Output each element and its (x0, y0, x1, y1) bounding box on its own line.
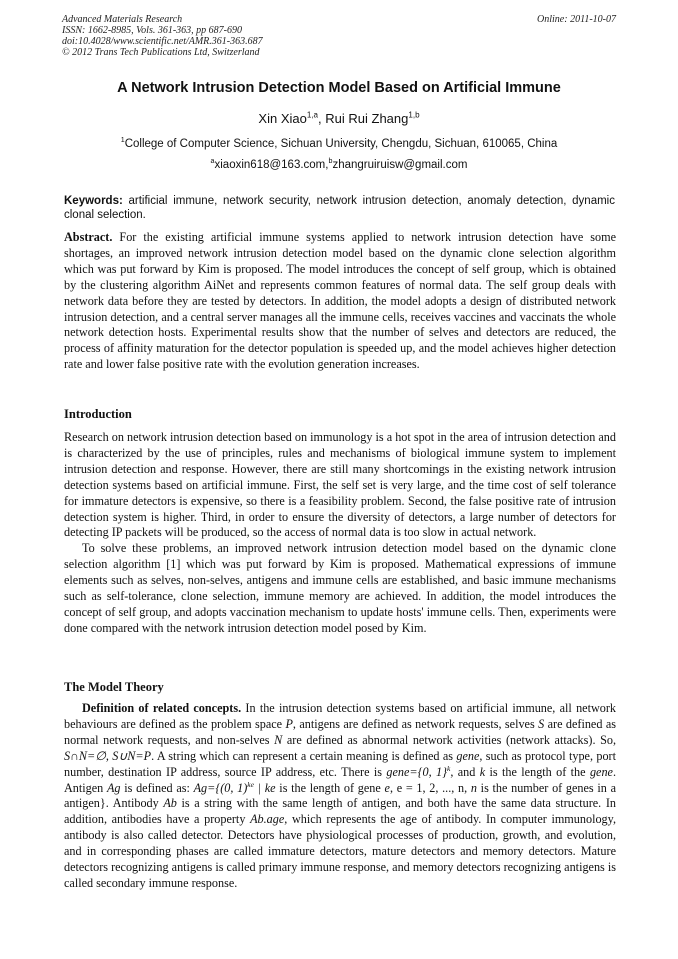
math-expression: gene={0, 1} (386, 764, 447, 779)
email-address[interactable]: zhangruiruisw@gmail.com (332, 159, 468, 171)
text-run: . Antigen (64, 764, 616, 795)
abstract (64, 230, 616, 373)
paper-title: A Network Intrusion Detection Model Based on Artificial Immune (117, 80, 561, 96)
abstract-label: Abstract. (64, 230, 113, 244)
definition-paragraph (64, 701, 616, 892)
model-theory-heading: The Model Theory (64, 680, 164, 694)
math-superscript: k (446, 763, 451, 773)
introduction-heading: Introduction (64, 407, 132, 421)
model-theory-body (64, 701, 616, 892)
introduction-paragraph: Research on network intrusion detection based on immunology is a hot spot in the area of intrusion detection and is characterized by the use of principles, rules and mechanisms of biological immune system to implement intrusion detection and response. However, there are still many shortcomings in the existing network intrusion detection systems based on artificial immune. First, the self set is very large, and the time cost of self tolerance for immature detectors is expensive, so there is a feasibility problem. Second, the false positive rate of intrusion detection system is higher. Third, in order to ensure the diversity of detectors, a large number of detectors for detecting IP packets will be produced, so the access of normal data is too slow in actual network. (64, 430, 616, 540)
math-var: k (479, 764, 486, 779)
math-var: P (285, 716, 293, 731)
keywords-label: Keywords: (64, 195, 123, 207)
introduction-body (64, 430, 616, 637)
keywords (64, 194, 615, 222)
math-var: N (274, 732, 283, 747)
journal-name: Advanced Materials Research (62, 14, 183, 25)
text-run: is the number of genes in a antigen}. Antibody (64, 780, 616, 811)
text-run: are defined as abnormal network activities (network attacks). So, (282, 732, 617, 747)
page-header (62, 14, 616, 58)
keywords-text: artificial immune, network security, network intrusion detection, anomaly detection, dynamic clonal selection. (64, 195, 615, 221)
math-var: gene (456, 748, 480, 763)
email-line (0, 159, 678, 171)
email-superscript: b (328, 157, 333, 166)
text-run: is the length of the (485, 764, 590, 779)
author-line (0, 111, 678, 126)
text-run: is a string with the same length of antigen, and both have the same data structure. In addition, antibodies have a property (64, 796, 616, 827)
text-run: , antigens are defined as network requests, selves (292, 716, 539, 731)
text-run: is the length of gene (275, 780, 385, 795)
author-superscript: 1,a (306, 110, 319, 120)
math-var: Ag (106, 780, 121, 795)
author-name: Rui Rui Zhang (325, 111, 409, 126)
online-date: Online: 2011-10-07 (537, 14, 616, 25)
math-var: Ab.age (250, 812, 285, 827)
issn-line: ISSN: 1662-8985, Vols. 361-363, pp 687-690 (62, 25, 242, 36)
text-run: , e = 1, 2, ..., n, (389, 780, 471, 795)
abstract-text: For the existing artificial immune systems applied to network intrusion detection have some shortages, an improved network intrusion detection model based on the dynamic clone selection algorithm which was put forward by Kim is proposed. The model introduces the concept of self group, which is obtained by the clustering algorithm AiNet and represents common features of normal data. The self group deals with network data before they are tested by detectors. In addition, the model adopts a design of distributed network intrusion detection, and a central server manages all the immune cells, receives vaccines and vaccinats the whole network detection hosts. Experimental results show that the number of selves and detectors are reduced, the process of affinity maturation for the detector population is speeded up, and the model achieves higher detection rate and lower false positive rate with the evolution generation increases. (64, 230, 616, 372)
definition-label: Definition of related concepts. (82, 701, 242, 715)
math-var: gene (589, 764, 613, 779)
text-run: , which represents the age of antibody. In computer immunology, antibody is also called detector. Detectors have physiological processes of production, growth, and evolution, and in corresponding phases are called immature detectors, mature detectors and memory detectors. Mature detectors recognizing antigens is called primary immune response, and memory detectors recognizing antigens is called secondary immune response. (64, 812, 616, 890)
copyright-line: © 2012 Trans Tech Publications Ltd, Switzerland (62, 47, 260, 58)
math-expression: | ke (254, 780, 276, 795)
email-address[interactable]: xiaoxin618@163.com, (214, 159, 329, 171)
text-run: . A string which can represent a certain meaning is defined as (151, 748, 457, 763)
affiliation (0, 138, 678, 150)
affiliation-superscript: 1 (120, 136, 125, 145)
email-superscript: a (210, 157, 215, 166)
author-separator: , (318, 111, 326, 126)
doi-line: doi:10.4028/www.scientific.net/AMR.361-363.687 (62, 36, 263, 47)
text-run: is defined as: (120, 780, 194, 795)
math-var: S (538, 716, 545, 731)
introduction-paragraph: To solve these problems, an improved network intrusion detection model based on the dynamic clone selection algorithm [1] which was put forward by Kim is proposed. Mathematical expressions of immune elements such as selves, non-selves, antigens and immune cells are established, and basic immune mechanisms such as self-tolerance, clone selection, immune memory are achieved. In addition, the model introduces the concept of self group, and adopts vaccination mechanism to update hosts' immune cells. Then, experiments were done compared with the network intrusion detection model posed by Kim. (64, 541, 616, 635)
text-run: , such as protocol type, port number, destination IP address, source IP address, etc. There is (64, 748, 616, 779)
math-expression: S∩N=∅, S∪N=P (64, 748, 152, 763)
math-var: e (384, 780, 390, 795)
affiliation-text: College of Computer Science, Sichuan University, Chengdu, Sichuan, 610065, China (124, 138, 558, 150)
math-var: n (470, 780, 477, 795)
text-run: In the intrusion detection systems based on artificial immune, all network behaviours are defined as the problem space (64, 701, 616, 731)
math-expression: Ag={(0, 1) (193, 780, 248, 795)
math-var: Ab (163, 796, 177, 811)
author-superscript: 1,b (408, 110, 420, 120)
text-run: are defined as normal network requests, and non-selves (64, 716, 616, 747)
math-superscript: ke (247, 779, 254, 789)
author-name: Xin Xiao (258, 111, 307, 126)
text-run: , and (450, 764, 480, 779)
